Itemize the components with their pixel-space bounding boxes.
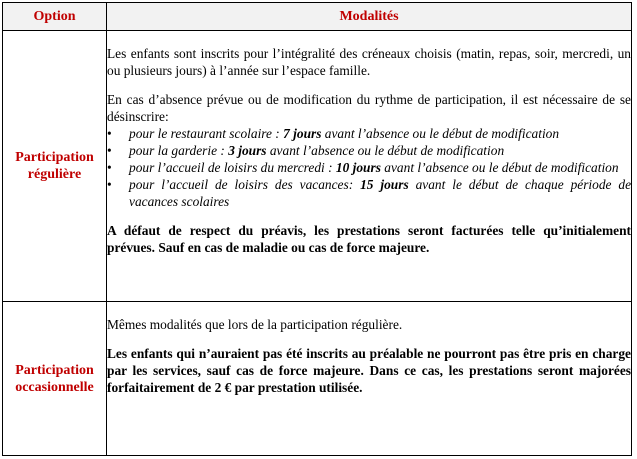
intro-paragraph: Les enfants sont inscrits pour l’intégralité des créneaux choisis (matin, repas, soir, mercredi, un ou plusieurs jours) à l’année sur l’espace famille. — [107, 46, 631, 78]
modalites-cell-occasionnelle — [107, 302, 632, 456]
warning-paragraph: A défaut de respect du préavis, les prestations seront facturées telle qu’initialement prévues. Sauf en cas de maladie ou cas de force majeure. — [107, 223, 631, 255]
intro-paragraph: Mêmes modalités que lors de la participation régulière. — [107, 317, 403, 332]
modalites-cell-reguliere — [107, 31, 632, 302]
option-cell-reguliere — [3, 31, 107, 302]
deadline-item-restaurant: • pour le restaurant scolaire : 7 jours avant l’absence ou le début de modification — [107, 125, 631, 142]
table-row-reguliere — [3, 31, 632, 302]
option-name-line1: Participation — [15, 362, 94, 378]
table-row-occasionnelle — [3, 302, 632, 456]
deadline-days: 3 jours — [228, 143, 267, 158]
deadline-item-mercredi: • pour l’accueil de loisirs du mercredi : 10 jours avant l’absence ou le début de modification — [107, 159, 631, 176]
deadline-days: 7 jours — [283, 126, 322, 141]
deadline-item-garderie: • pour la garderie : 3 jours avant l’absence ou le début de modification — [107, 142, 631, 159]
warning-paragraph: Les enfants qui n’auraient pas été inscrits au préalable ne pourront pas être pris en charge par les services, sauf cas de force majeure. Dans ce cas, les prestations seront majorées forfaitairement de 2 € par prestation utilisée. — [107, 346, 631, 395]
absence-paragraph: En cas d’absence prévue ou de modification du rythme de participation, il est nécessaire de se désinscrire: — [107, 92, 631, 124]
modalites-table — [2, 2, 632, 456]
option-name-line1: Participation — [15, 150, 94, 165]
deadline-days: 15 jours — [360, 177, 409, 192]
deadline-list — [107, 125, 631, 210]
option-name-line2: occasionnelle — [15, 379, 94, 395]
header-option: Option — [3, 3, 107, 31]
option-name-line2: régulière — [27, 167, 82, 182]
deadline-item-vacances: • pour l’accueil de loisirs des vacances: 15 jours avant le début de chaque période de vacances scolaires — [107, 176, 631, 210]
option-cell-occasionnelle — [3, 302, 107, 456]
deadline-days: 10 jours — [335, 160, 381, 175]
header-modalites: Modalités — [107, 3, 632, 31]
header-row — [3, 3, 632, 31]
